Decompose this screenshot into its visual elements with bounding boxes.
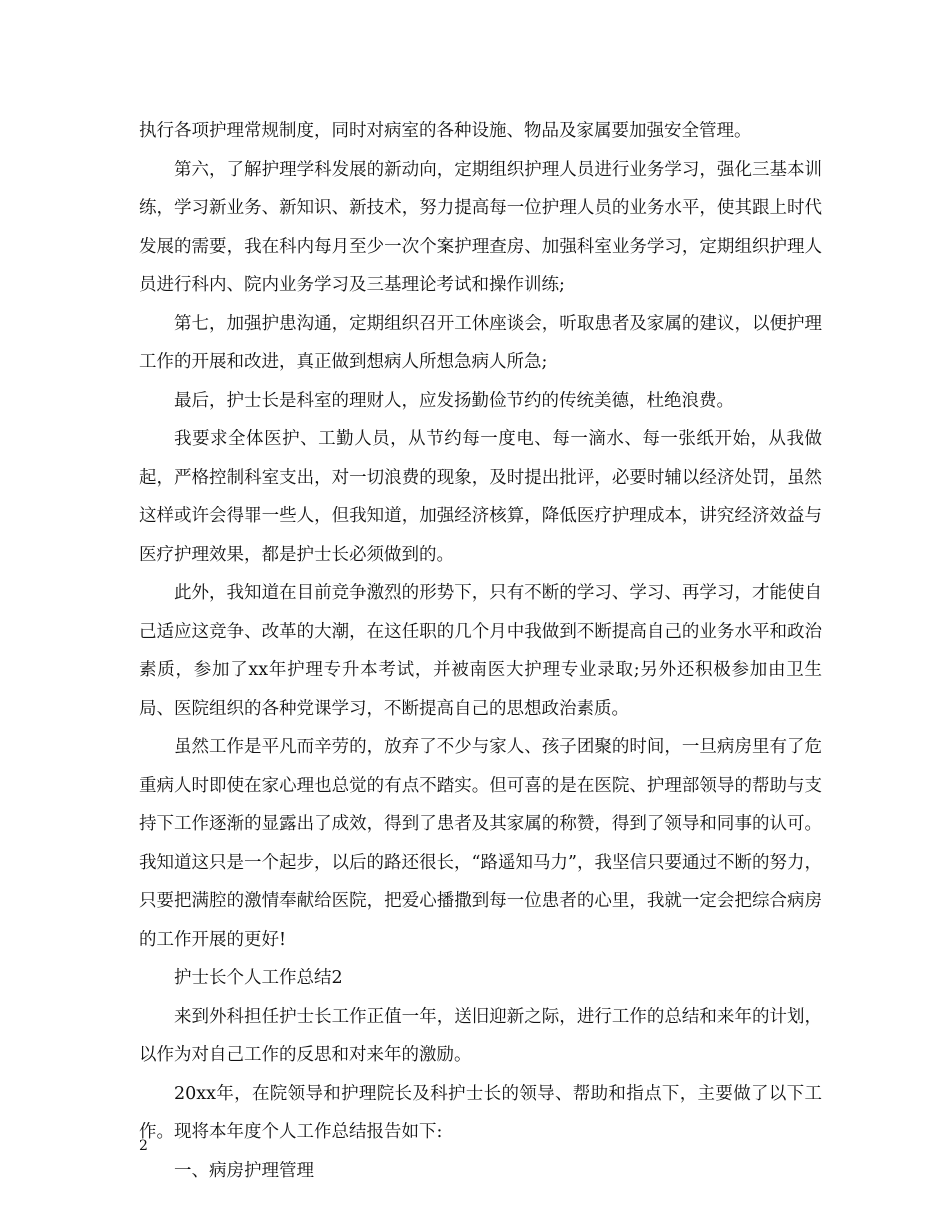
document-body [139, 112, 822, 1190]
paragraph: 20xx年，在院领导和护理院长及科护士长的领导、帮助和指点下，主要做了以下工作。现将本年度个人工作总结报告如下: [139, 1083, 822, 1142]
paragraph: 最后，护士长是科室的理财人，应发扬勤俭节约的传统美德，杜绝浪费。 [174, 390, 734, 411]
paragraph: 虽然工作是平凡而辛劳的，放弃了不少与家人、孩子团聚的时间，一旦病房里有了危重病人时即使在家心理也总觉的有点不踏实。但可喜的是在医院、护理部领导的帮助与支持下工作逐渐的显露出了成效，得到了患者及其家属的称赞，得到了领导和同事的认可。我知道这只是一个起步，以后的路还很长，“路遥知马力”，我坚信只要通过不断的努力，只要把满腔的激情奉献给医院，把爱心播撒到每一位患者的心里，我就一定会把综合病房的工作开展的更好! [139, 737, 822, 950]
paragraph: 第六，了解护理学科发展的新动向，定期组织护理人员进行业务学习，强化三基本训练，学习新业务、新知识、新技术，努力提高每一位护理人员的业务水平，使其跟上时代发展的需要，我在科内每月至少一次个案护理查房、加强科室业务学习，定期组织护理人员进行科内、院内业务学习及三基理论考试和操作训练; [139, 159, 822, 295]
paragraph: 第七，加强护患沟通，定期组织召开工休座谈会，听取患者及家属的建议，以便护理工作的开展和改进，真正做到想病人所想急病人所急; [139, 313, 822, 372]
page-number: 2 [139, 1138, 148, 1154]
paragraph: 此外，我知道在目前竞争激烈的形势下，只有不断的学习、学习、再学习，才能使自己适应这竞争、改革的大潮，在这任职的几个月中我做到不断提高自己的业务水平和政治素质，参加了xx年护理专升本考试，并被南医大护理专业录取;另外还积极参加由卫生局、医院组织的各种党课学习，不断提高自己的思想政治素质。 [139, 583, 822, 719]
paragraph: 我要求全体医护、工勤人员，从节约每一度电、每一滴水、每一张纸开始，从我做起，严格控制科室支出，对一切浪费的现象，及时提出批评，必要时辅以经济处罚，虽然这样或许会得罪一些人，但我知道，加强经济核算，降低医疗护理成本，讲究经济效益与医疗护理效果，都是护士长必须做到的。 [139, 429, 822, 565]
paragraph: 来到外科担任护士长工作正值一年，送旧迎新之际，进行工作的总结和来年的计划，以作为对自己工作的反思和对来年的激励。 [139, 1006, 822, 1065]
subsection-heading: 一、病房护理管理 [174, 1160, 314, 1181]
section-heading: 护士长个人工作总结2 [174, 968, 343, 988]
paragraph: 执行各项护理常规制度，同时对病室的各种设施、物品及家属要加强安全管理。 [139, 121, 752, 141]
